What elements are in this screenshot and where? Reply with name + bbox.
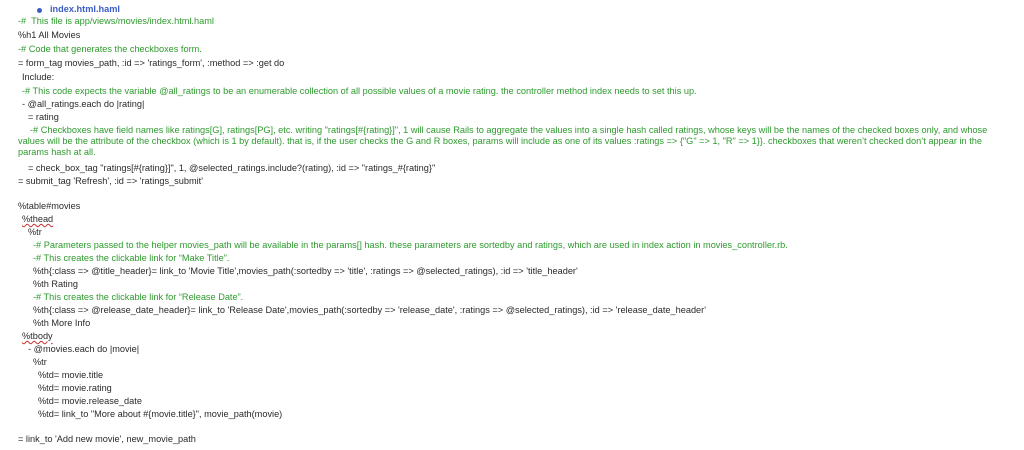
code-line: %th Rating: [33, 279, 78, 289]
code-line: %table#movies: [18, 201, 81, 211]
file-heading: index.html.haml: [50, 4, 120, 14]
code-line: -# This creates the clickable link for “Make Title”.: [33, 253, 230, 263]
code-line: %td= movie.title: [38, 370, 104, 380]
code-line: Include:: [22, 72, 55, 82]
code-line: %th{:class => @release_date_header}= link_to 'Release Date',movies_path(:sortedby => 'release_date', :ratings => @selected_ratings), :id => 'release_date_header': [33, 305, 706, 315]
code-line: = submit_tag 'Refresh', :id => 'ratings_submit': [18, 176, 203, 186]
code-line: -# This creates the clickable link for “Release Date”.: [33, 292, 244, 302]
code-line: %td= movie.release_date: [38, 396, 142, 406]
code-line: = rating: [28, 112, 59, 122]
code-line: %td= link_to "More about #{movie.title}", movie_path(movie): [38, 409, 283, 419]
code-line: = form_tag movies_path, :id => 'ratings_form', :method => :get do: [18, 58, 285, 68]
code-line: - @all_ratings.each do |rating|: [22, 99, 145, 109]
code-line: = link_to 'Add new movie', new_movie_path: [18, 434, 196, 444]
code-line: - @movies.each do |movie|: [28, 344, 140, 354]
code-line: %thead: [22, 214, 54, 224]
bullet-icon: [37, 8, 42, 13]
code-line: %tr: [33, 357, 47, 367]
code-line: -# Parameters passed to the helper movies_path will be available in the params[] hash. these parameters are sortedby and ratings, which are used in index action in movies_controller.rb.: [33, 240, 788, 250]
code-line: -# This code expects the variable @all_ratings to be an enumerable collection of all possible values of a movie rating. the controller method index needs to set this up.: [22, 86, 697, 96]
code-line: -# This file is app/views/movies/index.html.haml: [18, 16, 214, 26]
code-line: %th More Info: [33, 318, 91, 328]
code-line: -# Code that generates the checkboxes form.: [18, 44, 202, 54]
code-line: %tr: [28, 227, 42, 237]
code-line: %h1 All Movies: [18, 30, 81, 40]
code-comment-block: -# Checkboxes have field names like ratings[G], ratings[PG], etc. writing "ratings[#{rating}]", 1 will cause Rails to aggregate the values into a single hash called ratings, whose keys will be the names of the checked boxes only, and whose values will be the attribute of the checkbox (which is 1 by default). that is, if the user checks the G and R boxes, params will include as one of its values :ratings => {"G" => 1, "R" => 1}}. checkboxes that weren’t checked don’t appear in the params hash at all.: [18, 125, 988, 157]
code-line: %th{:class => @title_header}= link_to 'Movie Title',movies_path(:sortedby => 'title', :ratings => @selected_ratings), :id => 'title_header': [33, 266, 578, 276]
code-line: %td= movie.rating: [38, 383, 112, 393]
code-line: %tbody: [22, 331, 53, 341]
code-line: = check_box_tag "ratings[#{rating}]", 1, @selected_ratings.include?(rating), :id => "ratings_#{rating}": [28, 163, 436, 173]
